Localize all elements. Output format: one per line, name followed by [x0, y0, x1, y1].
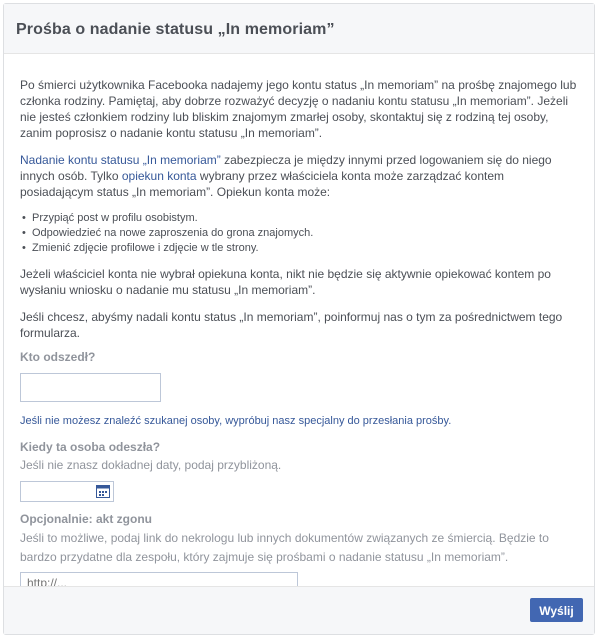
- intro-paragraph-2: [20, 152, 578, 200]
- not-found-link[interactable]: Jeśli nie możesz znaleźć szukanej osoby, wypróbuj nasz specjalny do przesłania prośby.: [20, 415, 452, 427]
- intro-paragraph-4: Jeśli chcesz, abyśmy nadali kontu status „In memoriam”, poinformuj nas o tym za pośrednictwem tego formularza.: [20, 310, 563, 340]
- legacy-contact-abilities-list: [20, 211, 578, 256]
- date-hint: Jeśli nie znasz dokładnej daty, podaj przybliżoną.: [20, 458, 282, 472]
- deceased-name-input[interactable]: [20, 373, 161, 402]
- calendar-icon[interactable]: [96, 485, 110, 498]
- intro-paragraph-3: Jeżeli właściciel konta nie wybrał opiekuna konta, nikt nie będzie się aktywnie opiekować kontem po wysłaniu wniosku o nadanie mu statusu „In memoriam”.: [20, 267, 551, 297]
- list-item: • Przypiąć post w profilu osobistym.: [32, 211, 578, 226]
- send-button[interactable]: Wyślij: [530, 598, 583, 622]
- dialog-title: Prośba o nadanie statusu „In memoriam”: [16, 21, 335, 38]
- dialog-footer: [4, 586, 594, 634]
- who-died-label: Kto odszedł?: [20, 350, 96, 364]
- legacy-contact-link[interactable]: opiekun konta: [121, 169, 197, 183]
- death-certificate-hint: Jeśli to możliwe, podaj link do nekrologu lub innych dokumentów związanych ze śmiercią. Będzie to bardzo przydatne dla zespołu, który zajmuje się prośbami o nadanie statusu „In memoriam”.: [20, 531, 549, 564]
- date-of-death-label: Kiedy ta osoba odeszła?: [20, 440, 161, 454]
- list-item: • Zmienić zdjęcie profilowe i zdjęcie w tle strony.: [32, 241, 578, 256]
- list-item: • Odpowiedzieć na nowe zaproszenia do grona znajomych.: [32, 226, 578, 241]
- dialog-body: [4, 54, 594, 593]
- intro-paragraph-1: Po śmierci użytkownika Facebooka nadajemy jego kontu status „In memoriam” na prośbę znajomego lub członka rodziny. Pamiętaj, aby dobrze rozważyć decyzję o nadaniu kontu statusu „In memoriam”. Jeżeli nie jesteś członkiem rodziny lub bliskim znajomym zmarłej osoby, skontaktuj się z rodziną tej osoby, zanim poprosisz o nadanie kontu statusu „In memoriam”.: [20, 78, 577, 140]
- dialog-header: [4, 4, 594, 54]
- death-certificate-label: Opcjonalnie: akt zgonu: [20, 512, 153, 526]
- intro-paragraph-2-text-2: wybrany przez właściciela konta może zarządzać kontem posiadającym status „In memoriam”. Opiekun konta może:: [20, 169, 505, 199]
- memorial-status-link[interactable]: Nadanie kontu statusu „In memoriam”: [20, 153, 221, 167]
- date-of-death-input[interactable]: [20, 481, 114, 502]
- intro-paragraph-2-text-1: zabezpiecza je między innymi przed logowaniem się do niego innych osób. Tylko: [20, 153, 552, 183]
- memorial-request-dialog: [3, 3, 595, 635]
